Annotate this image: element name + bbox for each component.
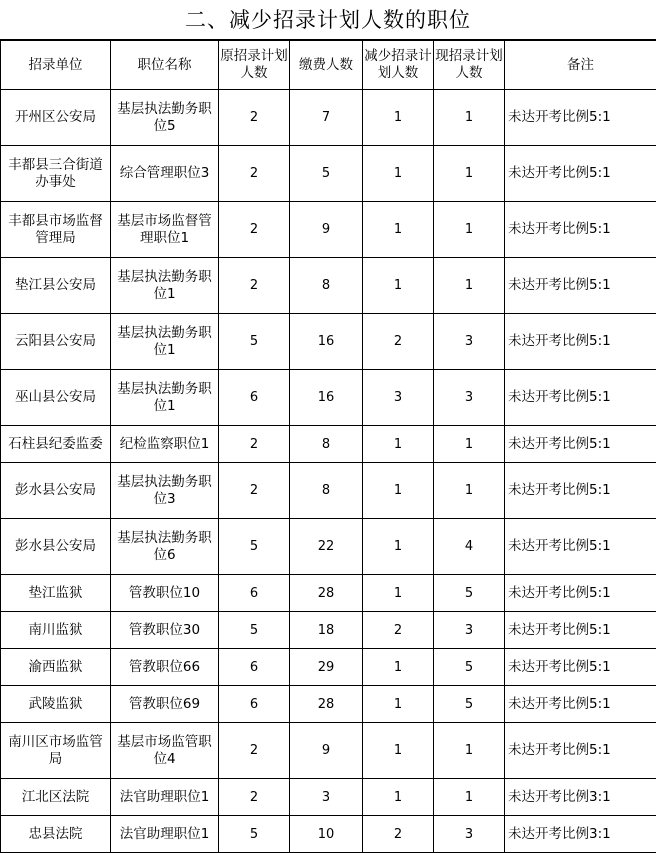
- cell-paid: 22: [290, 519, 363, 575]
- cell-note: 未达开考比例5:1: [505, 612, 656, 649]
- cell-position: 管教职位69: [111, 686, 219, 723]
- cell-unit: 彭水县公安局: [1, 519, 111, 575]
- cell-paid: 3: [290, 779, 363, 816]
- cell-current: 1: [434, 146, 505, 202]
- cell-unit: 彭水县公安局: [1, 463, 111, 519]
- cell-current: 3: [434, 816, 505, 853]
- table-row: [1, 90, 656, 146]
- cell-unit: 云阳县公安局: [1, 314, 111, 370]
- table-row: [1, 146, 656, 202]
- cell-reduced: 1: [363, 146, 434, 202]
- header-unit: 招录单位: [1, 41, 111, 90]
- cell-reduced: 1: [363, 686, 434, 723]
- cell-unit: 江北区法院: [1, 779, 111, 816]
- header-current: 现招录计划人数: [434, 41, 505, 90]
- cell-position: 管教职位66: [111, 649, 219, 686]
- cell-note: 未达开考比例5:1: [505, 370, 656, 426]
- cell-note: 未达开考比例5:1: [505, 463, 656, 519]
- cell-note: 未达开考比例5:1: [505, 723, 656, 779]
- cell-unit: 石柱县纪委监委: [1, 426, 111, 463]
- table-row: [1, 463, 656, 519]
- cell-reduced: 1: [363, 463, 434, 519]
- cell-original: 5: [219, 314, 290, 370]
- cell-position: 基层执法勤务职位1: [111, 314, 219, 370]
- cell-position: 基层执法勤务职位1: [111, 370, 219, 426]
- cell-paid: 16: [290, 370, 363, 426]
- cell-current: 1: [434, 258, 505, 314]
- cell-original: 2: [219, 202, 290, 258]
- cell-paid: 8: [290, 463, 363, 519]
- cell-current: 4: [434, 519, 505, 575]
- cell-reduced: 1: [363, 779, 434, 816]
- cell-unit: 垫江县公安局: [1, 258, 111, 314]
- cell-paid: 10: [290, 816, 363, 853]
- table-row: [1, 723, 656, 779]
- cell-reduced: 1: [363, 258, 434, 314]
- table-row: [1, 426, 656, 463]
- cell-reduced: 2: [363, 612, 434, 649]
- cell-original: 2: [219, 779, 290, 816]
- cell-original: 2: [219, 426, 290, 463]
- cell-note: 未达开考比例5:1: [505, 146, 656, 202]
- cell-reduced: 3: [363, 370, 434, 426]
- cell-note: 未达开考比例5:1: [505, 686, 656, 723]
- table-row: [1, 258, 656, 314]
- cell-paid: 8: [290, 426, 363, 463]
- cell-paid: 16: [290, 314, 363, 370]
- cell-paid: 8: [290, 258, 363, 314]
- cell-reduced: 2: [363, 816, 434, 853]
- cell-note: 未达开考比例5:1: [505, 202, 656, 258]
- cell-position: 法官助理职位1: [111, 779, 219, 816]
- header-original: 原招录计划人数: [219, 41, 290, 90]
- cell-current: 1: [434, 779, 505, 816]
- cell-note: 未达开考比例5:1: [505, 575, 656, 612]
- cell-reduced: 1: [363, 426, 434, 463]
- cell-reduced: 1: [363, 575, 434, 612]
- cell-unit: 南川监狱: [1, 612, 111, 649]
- table-row: [1, 370, 656, 426]
- cell-unit: 巫山县公安局: [1, 370, 111, 426]
- header-paid: 缴费人数: [290, 41, 363, 90]
- cell-reduced: 1: [363, 519, 434, 575]
- cell-current: 3: [434, 612, 505, 649]
- positions-table: [0, 40, 656, 853]
- table-row: [1, 202, 656, 258]
- cell-unit: 忠县法院: [1, 816, 111, 853]
- table-row: [1, 686, 656, 723]
- cell-current: 1: [434, 723, 505, 779]
- cell-paid: 18: [290, 612, 363, 649]
- table-row: [1, 779, 656, 816]
- cell-current: 5: [434, 686, 505, 723]
- table-body: [1, 90, 656, 853]
- cell-position: 管教职位30: [111, 612, 219, 649]
- cell-original: 5: [219, 816, 290, 853]
- cell-position: 基层执法勤务职位3: [111, 463, 219, 519]
- cell-position: 基层执法勤务职位6: [111, 519, 219, 575]
- cell-current: 5: [434, 649, 505, 686]
- cell-position: 基层执法勤务职位5: [111, 90, 219, 146]
- cell-reduced: 2: [363, 314, 434, 370]
- cell-original: 6: [219, 370, 290, 426]
- cell-original: 2: [219, 723, 290, 779]
- cell-position: 基层市场监督管理职位1: [111, 202, 219, 258]
- cell-original: 6: [219, 575, 290, 612]
- cell-original: 6: [219, 686, 290, 723]
- table-row: [1, 575, 656, 612]
- header-position: 职位名称: [111, 41, 219, 90]
- cell-current: 3: [434, 314, 505, 370]
- cell-position: 基层执法勤务职位1: [111, 258, 219, 314]
- cell-note: 未达开考比例5:1: [505, 314, 656, 370]
- cell-note: 未达开考比例3:1: [505, 779, 656, 816]
- cell-original: 2: [219, 463, 290, 519]
- cell-paid: 29: [290, 649, 363, 686]
- cell-position: 管教职位10: [111, 575, 219, 612]
- cell-paid: 7: [290, 90, 363, 146]
- cell-unit: 丰都县三合街道办事处: [1, 146, 111, 202]
- cell-paid: 28: [290, 686, 363, 723]
- cell-current: 1: [434, 202, 505, 258]
- cell-current: 5: [434, 575, 505, 612]
- cell-unit: 渝西监狱: [1, 649, 111, 686]
- cell-note: 未达开考比例5:1: [505, 90, 656, 146]
- cell-current: 1: [434, 426, 505, 463]
- header-row: [1, 41, 656, 90]
- cell-note: 未达开考比例5:1: [505, 519, 656, 575]
- cell-unit: 垫江监狱: [1, 575, 111, 612]
- table-row: [1, 519, 656, 575]
- cell-original: 2: [219, 258, 290, 314]
- cell-reduced: 1: [363, 202, 434, 258]
- cell-position: 纪检监察职位1: [111, 426, 219, 463]
- cell-original: 6: [219, 649, 290, 686]
- cell-unit: 开州区公安局: [1, 90, 111, 146]
- cell-original: 2: [219, 146, 290, 202]
- cell-current: 1: [434, 463, 505, 519]
- cell-original: 2: [219, 90, 290, 146]
- cell-unit: 丰都县市场监督管理局: [1, 202, 111, 258]
- table-row: [1, 649, 656, 686]
- cell-original: 5: [219, 519, 290, 575]
- cell-unit: 南川区市场监管局: [1, 723, 111, 779]
- cell-note: 未达开考比例3:1: [505, 816, 656, 853]
- cell-current: 1: [434, 90, 505, 146]
- cell-current: 3: [434, 370, 505, 426]
- cell-paid: 9: [290, 723, 363, 779]
- cell-position: 基层市场监管职位4: [111, 723, 219, 779]
- cell-paid: 5: [290, 146, 363, 202]
- cell-position: 综合管理职位3: [111, 146, 219, 202]
- cell-note: 未达开考比例5:1: [505, 649, 656, 686]
- header-note: 备注: [505, 41, 656, 90]
- cell-position: 法官助理职位1: [111, 816, 219, 853]
- table-row: [1, 314, 656, 370]
- cell-note: 未达开考比例5:1: [505, 258, 656, 314]
- cell-paid: 28: [290, 575, 363, 612]
- header-reduced: 减少招录计划人数: [363, 41, 434, 90]
- cell-original: 5: [219, 612, 290, 649]
- cell-unit: 武陵监狱: [1, 686, 111, 723]
- cell-reduced: 1: [363, 90, 434, 146]
- cell-paid: 9: [290, 202, 363, 258]
- table-title: 二、减少招录计划人数的职位: [0, 0, 656, 40]
- table-row: [1, 612, 656, 649]
- cell-reduced: 1: [363, 649, 434, 686]
- cell-reduced: 1: [363, 723, 434, 779]
- cell-note: 未达开考比例5:1: [505, 426, 656, 463]
